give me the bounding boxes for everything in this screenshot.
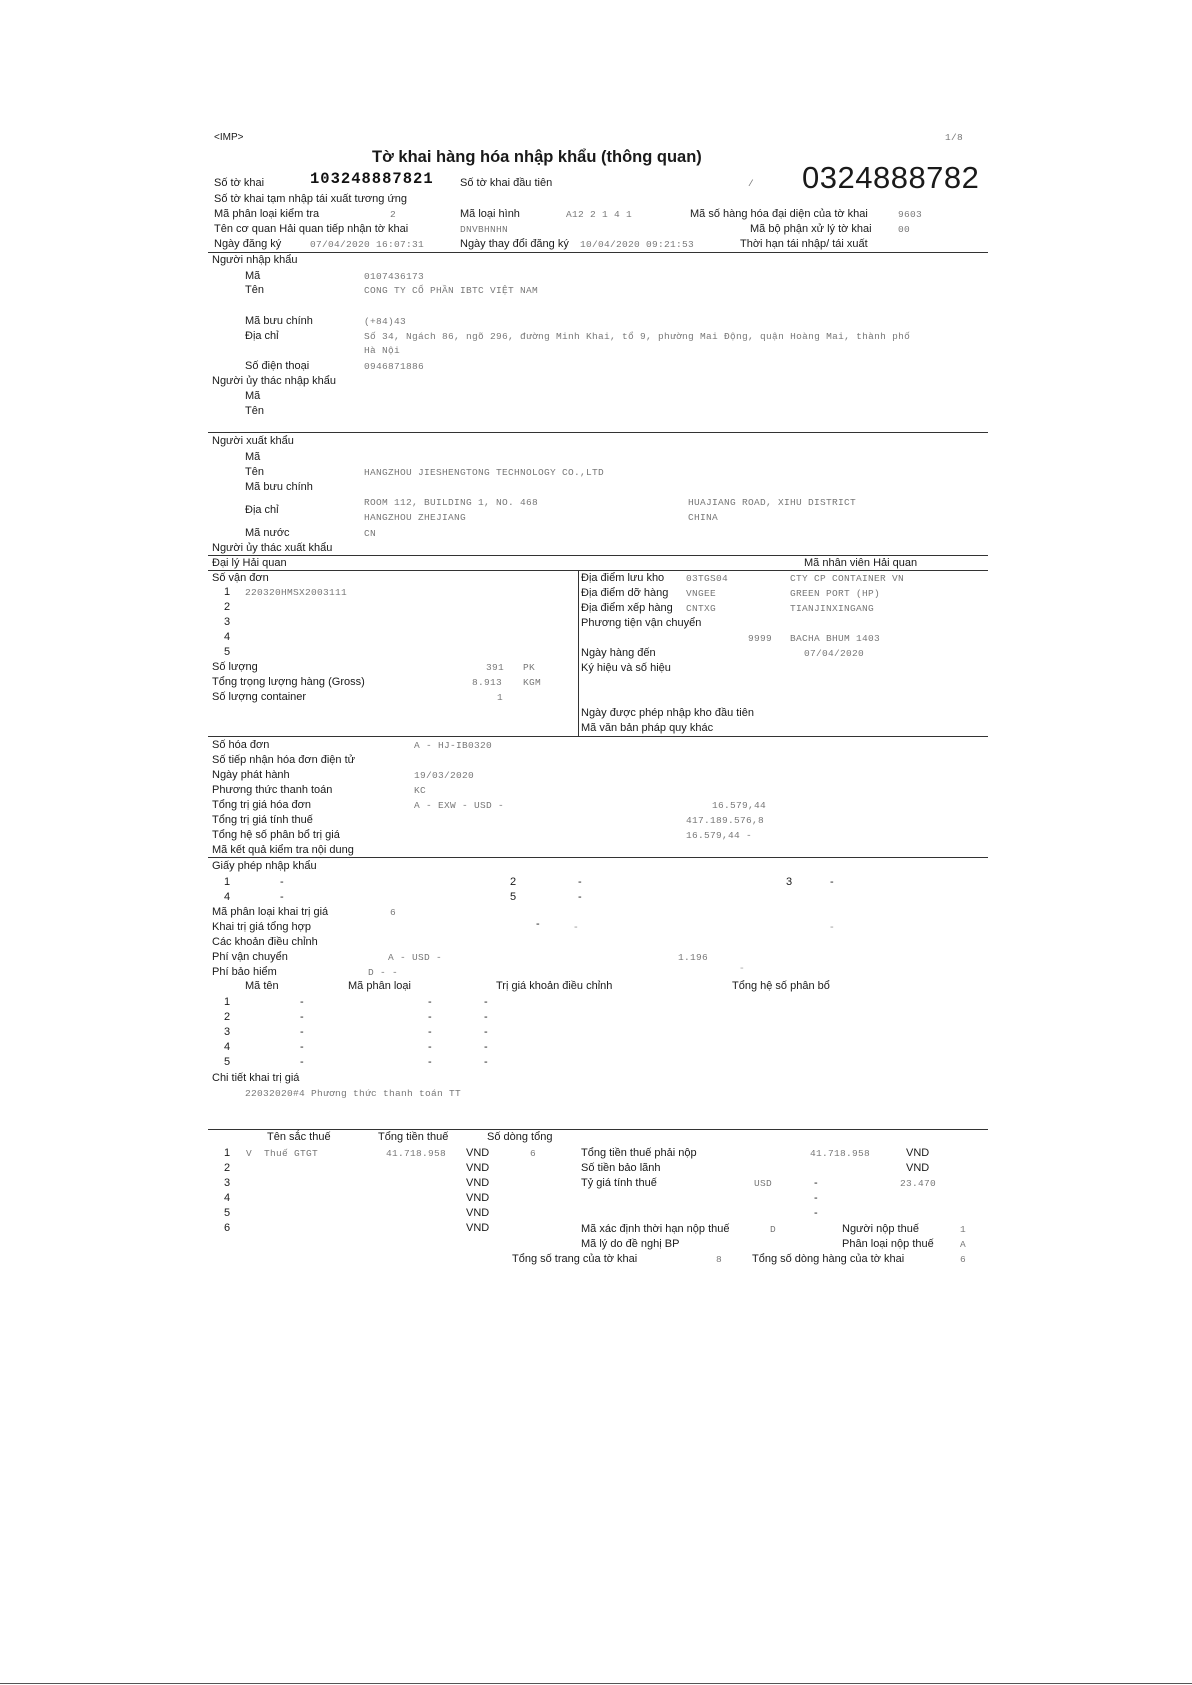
col-tong-he-so: Tổng hệ số phân bổ — [732, 980, 830, 992]
so-to-khai-dau-tien-value: / — [748, 178, 755, 189]
phan-loai-tri-gia-label: Mã phân loại khai trị giá — [212, 906, 329, 918]
phan-loai-tri-gia-value: 6 — [390, 907, 397, 918]
giay-phep-v4: - — [280, 891, 284, 903]
importer-uy-thac-label: Người ủy thác nhập khẩu — [212, 375, 337, 387]
giay-phep-n4: 4 — [224, 891, 231, 903]
tax-row-number: 3 — [224, 1177, 231, 1189]
importer-ten-label: Tên — [245, 284, 264, 296]
adjustment-tri-gia: - — [484, 1056, 488, 1068]
importer-ma-value: 0107436173 — [364, 271, 425, 282]
tong-hop-dash-3: - — [830, 921, 834, 933]
tong-hop-dash-2: - — [574, 921, 578, 933]
ty-gia-value: 23.470 — [900, 1178, 937, 1189]
so-to-khai-label: Số tờ khai — [214, 177, 265, 189]
dai-ly-label: Đại lý Hải quan — [212, 557, 287, 569]
declaration-number-large: 0324888782 — [802, 160, 980, 195]
ngay-nhap-kho-label: Ngày được phép nhập kho đầu tiên — [581, 707, 754, 719]
importer-section-label: Người nhập khẩu — [212, 254, 298, 266]
phan-loai-nop-value: A — [960, 1239, 967, 1250]
phuong-thuc-value: KC — [414, 785, 427, 796]
luu-kho-code: 03TGS04 — [686, 573, 729, 584]
divider — [208, 736, 988, 737]
phai-nop-value: 41.718.958 — [810, 1148, 871, 1159]
adjustment-ma-ten: - — [300, 1041, 304, 1053]
co-quan-value: DNVBHNHN — [460, 224, 509, 235]
trong-luong-label: Tổng trọng lượng hàng (Gross) — [212, 676, 365, 688]
bao-hiem-dash: - — [740, 962, 744, 974]
adjustment-row-number: 1 — [224, 996, 231, 1008]
divider — [208, 1129, 988, 1130]
xep-hang-code: CNTXG — [686, 603, 717, 614]
tri-gia-tt-value: 417.189.576,8 — [686, 815, 765, 826]
form-code: <IMP> — [214, 132, 244, 143]
giay-phep-v3: - — [830, 876, 834, 888]
bo-phan-label: Mã bộ phận xử lý tờ khai — [750, 223, 872, 235]
exporter-dia-chi-2a: HANGZHOU ZHEJIANG — [364, 512, 467, 523]
xac-dinh-label: Mã xác định thời hạn nộp thuế — [581, 1223, 730, 1235]
adjustment-ma-ten: - — [300, 1056, 304, 1068]
exporter-uy-thac-label: Người ủy thác xuất khẩu — [212, 542, 333, 554]
adjustment-ma-ten: - — [300, 996, 304, 1008]
tax-row-currency: VND — [466, 1207, 490, 1219]
col-tong-tien-thue: Tổng tiền thuế — [378, 1131, 449, 1143]
chi-tiet-value: 22032020#4 Phương thức thanh toán TT — [245, 1088, 462, 1099]
col-ma-ten: Mã tên — [245, 980, 279, 992]
ngay-den-value: 07/04/2020 — [804, 648, 865, 659]
divider — [208, 555, 988, 556]
importer-dien-thoai-value: 0946871886 — [364, 361, 425, 372]
importer-ma-label: Mã — [245, 270, 261, 282]
exporter-section-label: Người xuất khẩu — [212, 435, 294, 447]
ma-phan-loai-label: Mã phân loại kiểm tra — [214, 208, 320, 220]
page-bottom-edge — [0, 1683, 1192, 1684]
exporter-nuoc-value: CN — [364, 528, 377, 539]
van-chuyen-code: A - USD - — [388, 952, 443, 963]
ma-loai-hinh-label: Mã loại hình — [460, 208, 520, 220]
tax-row-currency: VND — [466, 1162, 490, 1174]
tax-r1-amount: 41.718.958 — [386, 1148, 447, 1159]
tri-gia-hd-value: 16.579,44 — [712, 800, 767, 811]
van-don-row-2: 2 — [224, 601, 231, 613]
ly-do-label: Mã lý do đề nghị BP — [581, 1238, 680, 1250]
giay-phep-v5: - — [578, 891, 582, 903]
ty-gia-dash-2: - — [814, 1192, 818, 1204]
giay-phep-n3: 3 — [786, 876, 793, 888]
importer-dia-chi-line1: Số 34, Ngách 86, ngõ 296, đường Minh Khai, tổ 9, phường Mai Động, quận Hoàng Mai, thành phố — [364, 331, 911, 342]
adjustment-row-number: 3 — [224, 1026, 231, 1038]
do-hang-name: GREEN PORT (HP) — [790, 588, 881, 599]
tong-hop-label: Khai trị giá tổng hợp — [212, 921, 311, 933]
luu-kho-label: Địa điểm lưu kho — [581, 572, 665, 584]
tax-row-currency: VND — [466, 1222, 490, 1234]
importer-dia-chi-label: Địa chỉ — [245, 330, 279, 342]
giay-phep-n2: 2 — [510, 876, 517, 888]
col-ma-phan-loai: Mã phân loại — [348, 980, 411, 992]
ty-gia-dash-3: - — [814, 1207, 818, 1219]
col-so-dong-tong: Số dòng tổng — [487, 1131, 553, 1143]
co-quan-label: Tên cơ quan Hải quan tiếp nhận tờ khai — [214, 223, 409, 235]
nguoi-nop-label: Người nộp thuế — [842, 1223, 919, 1235]
tong-dong-value: 6 — [960, 1254, 967, 1265]
dieu-chinh-label: Các khoản điều chỉnh — [212, 936, 318, 948]
do-hang-label: Địa điểm dỡ hàng — [581, 587, 669, 599]
trong-luong-unit: KGM — [523, 677, 542, 688]
divider — [208, 570, 988, 571]
importer-buu-chinh-label: Mã bưu chính — [245, 315, 313, 327]
ty-gia-dash-1: - — [814, 1177, 818, 1189]
adjustment-phan-loai: - — [428, 1026, 432, 1038]
ty-gia-label: Tỷ giá tính thuế — [581, 1177, 657, 1189]
so-hoa-don-label: Số hóa đơn — [212, 739, 270, 751]
tax-row-currency: VND — [466, 1177, 490, 1189]
so-luong-unit: PK — [523, 662, 536, 673]
bao-lanh-label: Số tiền bảo lãnh — [581, 1162, 661, 1174]
nguoi-nop-value: 1 — [960, 1224, 967, 1235]
column-divider — [578, 570, 579, 736]
page-indicator: 1/8 — [945, 132, 964, 143]
so-luong-value: 391 — [486, 662, 505, 673]
do-hang-code: VNGEE — [686, 588, 717, 599]
van-chuyen-label: Phí vận chuyển — [212, 951, 288, 963]
ngay-dang-ky-value: 07/04/2020 16:07:31 — [310, 239, 425, 250]
importer-dien-thoai-label: Số điện thoại — [245, 360, 310, 372]
ma-so-hang-value: 9603 — [898, 209, 923, 220]
phuong-tien-label: Phương tiện vận chuyển — [581, 617, 702, 629]
tax-r1-name: Thuế GTGT — [264, 1148, 319, 1159]
adjustment-row-number: 4 — [224, 1041, 231, 1053]
adjustment-row-number: 5 — [224, 1056, 231, 1068]
tong-dong-label: Tổng số dòng hàng của tờ khai — [752, 1253, 905, 1265]
so-to-khai-value: 103248887821 — [310, 170, 434, 188]
tri-gia-hd-code: A - EXW - USD - — [414, 800, 505, 811]
tax-row-number: 4 — [224, 1192, 231, 1204]
phuong-tien-code: 9999 — [748, 633, 773, 644]
tax-row-currency: VND — [466, 1147, 490, 1159]
ty-gia-currency: USD — [754, 1178, 773, 1189]
tax-row-number: 2 — [224, 1162, 231, 1174]
container-label: Số lượng container — [212, 691, 307, 703]
ngay-den-label: Ngày hàng đến — [581, 647, 656, 659]
importer-buu-chinh-value: (+84)43 — [364, 316, 407, 327]
giay-phep-n1: 1 — [224, 876, 231, 888]
importer-dia-chi-line2: Hà Nội — [364, 345, 401, 356]
exporter-dia-chi-2b: CHINA — [688, 512, 719, 523]
ngay-thay-doi-label: Ngày thay đổi đăng ký — [460, 238, 569, 250]
giay-phep-n5: 5 — [510, 891, 517, 903]
xac-dinh-value: D — [770, 1224, 777, 1235]
adjustment-tri-gia: - — [484, 1026, 488, 1038]
tax-r1-count: 6 — [530, 1148, 537, 1159]
exporter-dia-chi-label: Địa chỉ — [245, 504, 279, 516]
adjustment-phan-loai: - — [428, 1011, 432, 1023]
exporter-ten-label: Tên — [245, 466, 264, 478]
bo-phan-value: 00 — [898, 224, 911, 235]
adjustment-tri-gia: - — [484, 996, 488, 1008]
adjustment-phan-loai: - — [428, 1056, 432, 1068]
giay-phep-v2: - — [578, 876, 582, 888]
divider — [208, 252, 988, 253]
tri-gia-hd-label: Tổng trị giá hóa đơn — [212, 799, 311, 811]
xep-hang-name: TIANJINXINGANG — [790, 603, 875, 614]
tong-trang-value: 8 — [716, 1254, 723, 1265]
adjustment-tri-gia: - — [484, 1011, 488, 1023]
chi-tiet-label: Chi tiết khai trị giá — [212, 1072, 300, 1084]
adjustment-phan-loai: - — [428, 1041, 432, 1053]
van-don-row-3: 3 — [224, 616, 231, 628]
ma-loai-hinh-value: A12 2 1 4 1 — [566, 209, 633, 220]
exporter-dia-chi-1a: ROOM 112, BUILDING 1, NO. 468 — [364, 497, 539, 508]
adjustment-ma-ten: - — [300, 1026, 304, 1038]
importer-uy-thac-ten-label: Tên — [245, 405, 264, 417]
van-ban-label: Mã văn bản pháp quy khác — [581, 722, 714, 734]
ngay-thay-doi-value: 10/04/2020 09:21:53 — [580, 239, 695, 250]
tong-trang-label: Tổng số trang của tờ khai — [512, 1253, 638, 1265]
phai-nop-label: Tổng tiền thuế phải nộp — [581, 1147, 697, 1159]
col-ten-sac-thue: Tên sắc thuế — [267, 1131, 331, 1143]
tax-r1-code: V — [246, 1148, 253, 1159]
adjustment-tri-gia: - — [484, 1041, 488, 1053]
trong-luong-value: 8.913 — [472, 677, 503, 688]
van-don-row-5: 5 — [224, 646, 231, 658]
tax-row-number: 5 — [224, 1207, 231, 1219]
bao-hiem-label: Phí bảo hiểm — [212, 966, 277, 978]
tam-nhap-label: Số tờ khai tạm nhập tái xuất tương ứng — [214, 193, 408, 205]
col-tri-gia-dieu-chinh: Trị giá khoản điều chỉnh — [496, 980, 613, 992]
tax-row-number: 6 — [224, 1222, 231, 1234]
ngay-dang-ky-label: Ngày đăng ký — [214, 238, 282, 250]
ky-hieu-label: Ký hiệu và số hiệu — [581, 662, 671, 674]
so-hoa-don-value: A - HJ-IB0320 — [414, 740, 493, 751]
nhan-vien-label: Mã nhân viên Hải quan — [804, 557, 918, 569]
tax-row-number: 1 — [224, 1147, 231, 1159]
adjustment-phan-loai: - — [428, 996, 432, 1008]
exporter-ma-label: Mã — [245, 451, 261, 463]
adjustment-ma-ten: - — [300, 1011, 304, 1023]
tiep-nhan-label: Số tiếp nhận hóa đơn điện tử — [212, 754, 356, 766]
he-so-label: Tổng hệ số phân bổ trị giá — [212, 829, 340, 841]
ma-so-hang-label: Mã số hàng hóa đại diện của tờ khai — [690, 208, 868, 220]
van-don-row-4: 4 — [224, 631, 231, 643]
importer-ten-value: CONG TY CỔ PHẦN IBTC VIỆT NAM — [364, 285, 539, 296]
kiem-tra-label: Mã kết quả kiểm tra nội dung — [212, 844, 354, 856]
phuong-thuc-label: Phương thức thanh toán — [212, 784, 333, 796]
tri-gia-tt-label: Tổng trị giá tính thuế — [212, 814, 313, 826]
bao-hiem-code: D - - — [368, 967, 399, 978]
giay-phep-v1: - — [280, 876, 284, 888]
ngay-phat-hanh-label: Ngày phát hành — [212, 769, 290, 781]
van-don-value-1: 220320HMSX2003111 — [245, 587, 348, 598]
van-chuyen-value: 1.196 — [678, 952, 709, 963]
container-value: 1 — [497, 692, 504, 703]
adjustment-row-number: 2 — [224, 1011, 231, 1023]
importer-uy-thac-ma-label: Mã — [245, 390, 261, 402]
page-title: Tờ khai hàng hóa nhập khẩu (thông quan) — [372, 148, 702, 166]
so-luong-label: Số lượng — [212, 661, 258, 673]
exporter-dia-chi-1b: HUAJIANG ROAD, XIHU DISTRICT — [688, 497, 857, 508]
exporter-buu-chinh-label: Mã bưu chính — [245, 481, 313, 493]
phuong-tien-name: BACHA BHUM 1403 — [790, 633, 881, 644]
van-don-label: Số vận đơn — [212, 572, 269, 584]
ma-phan-loai-value: 2 — [390, 209, 397, 220]
thoi-han-label: Thời hạn tái nhập/ tái xuất — [740, 238, 868, 250]
tong-hop-dash-1: - — [536, 918, 540, 930]
exporter-nuoc-label: Mã nước — [245, 527, 290, 539]
tax-row-currency: VND — [466, 1192, 490, 1204]
giay-phep-label: Giấy phép nhập khẩu — [212, 860, 317, 872]
luu-kho-name: CTY CP CONTAINER VN — [790, 573, 905, 584]
van-don-row-1: 1 — [224, 586, 231, 598]
bao-lanh-unit: VND — [906, 1162, 930, 1174]
so-to-khai-dau-tien-label: Số tờ khai đầu tiên — [460, 177, 553, 189]
phan-loai-nop-label: Phân loại nộp thuế — [842, 1238, 934, 1250]
divider — [208, 432, 988, 433]
ngay-phat-hanh-value: 19/03/2020 — [414, 770, 475, 781]
exporter-ten-value: HANGZHOU JIESHENGTONG TECHNOLOGY CO.,LTD — [364, 467, 605, 478]
he-so-value: 16.579,44 - — [686, 830, 753, 841]
divider — [208, 857, 988, 858]
xep-hang-label: Địa điểm xếp hàng — [581, 602, 673, 614]
phai-nop-unit: VND — [906, 1147, 930, 1159]
